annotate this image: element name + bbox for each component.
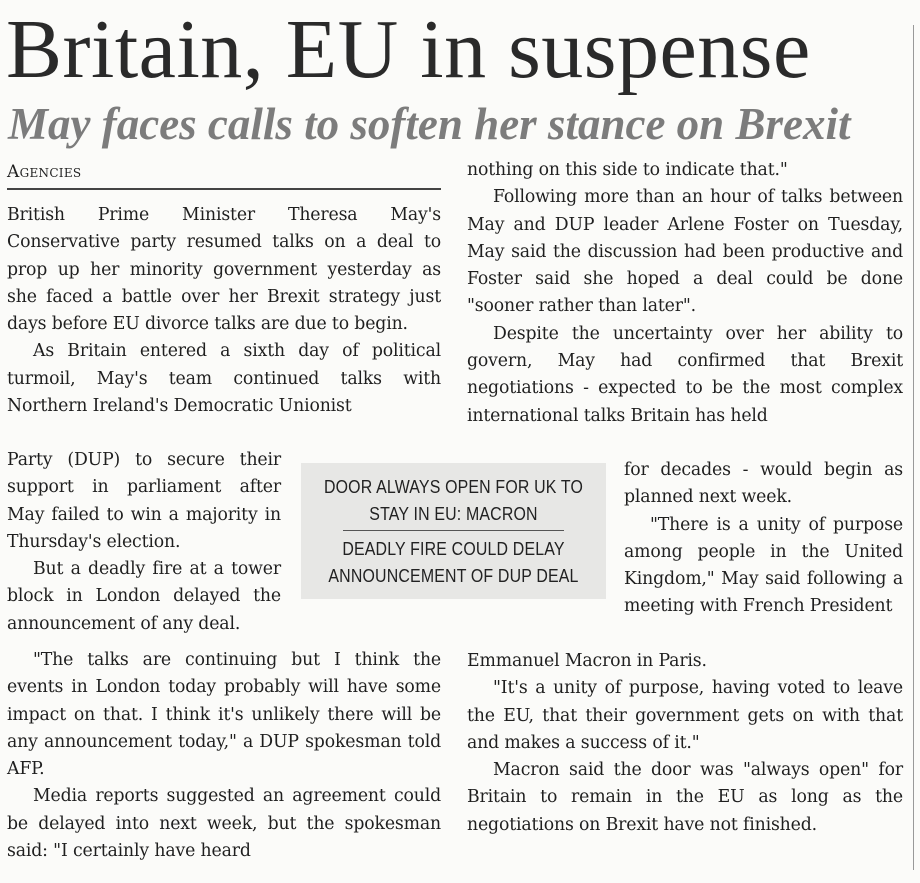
- paragraph: But a deadly fire at a tower block in London delayed the announcement of any deal.: [7, 559, 281, 634]
- left-column-top: [7, 202, 441, 420]
- paragraph: British Prime Minister Theresa May's Conservative party resumed talks on a deal to prop up her minority government yesterday as she faced a battle over her Brexit strategy just days before EU divorce talks are due to begin.: [7, 205, 441, 335]
- paragraph: nothing on this side to indicate that.": [467, 160, 788, 180]
- paragraph: Macron said the door was "always open" for Britain to remain in the EU as long as the negotiations on Brexit have not finished.: [467, 760, 903, 835]
- paragraph: As Britain entered a sixth day of political turmoil, May's team continued talks with Northern Ireland's Democratic Unionist: [7, 341, 441, 417]
- pull-quote-divider: [343, 530, 564, 531]
- left-column-bottom: [7, 647, 441, 865]
- right-column-top: [467, 157, 903, 430]
- headline: Britain, EU in suspense: [6, 3, 811, 96]
- paragraph: Party (DUP) to secure their support in parliament after May failed to win a majority in Thursday's election.: [7, 450, 281, 552]
- subheadline: May faces calls to soften her stance on Brexit: [8, 99, 851, 149]
- paragraph: Following more than an hour of talks between May and DUP leader Arlene Foster on Tuesday, May said the discussion had been productive and Foster said she hoped a deal could be done "sooner rather than later".: [467, 187, 903, 317]
- pull-quote-line: DOOR ALWAYS OPEN FOR UK TO: [323, 476, 584, 497]
- right-edge-rule: [913, 25, 914, 870]
- paragraph: "There is a unity of purpose among people in the United Kingdom," May said following a meeting with French President: [624, 514, 903, 617]
- paragraph: for decades - would begin as planned next week.: [624, 460, 903, 508]
- pull-quote-line: ANNOUNCEMENT OF DUP DEAL: [328, 565, 579, 586]
- paragraph: Media reports suggested an agreement could be delayed into next week, but the spokesman said: "I certainly have heard: [7, 786, 441, 862]
- paragraph: "It's a unity of purpose, having voted to leave the EU, that their government gets on with that and makes a success of it.": [467, 678, 903, 753]
- pull-quote-box: [301, 463, 606, 599]
- pull-quote-line: DEADLY FIRE COULD DELAY: [342, 538, 565, 559]
- paragraph: Despite the uncertainty over her ability to govern, May had confirmed that Brexit negotiations - expected to be the most complex international talks Britain has held: [467, 323, 903, 426]
- paragraph: Emmanuel Macron in Paris.: [467, 651, 707, 671]
- paragraph: "The talks are continuing but I think the events in London today probably will have some impact on that. I think it's unlikely there will be any announcement today," a DUP spokesman told AFP.: [7, 650, 441, 780]
- left-column-wrap: [7, 447, 281, 638]
- byline: Agencies: [7, 162, 82, 182]
- right-column-wrap: [624, 457, 903, 621]
- pull-quote-line: STAY IN EU: MACRON: [369, 503, 538, 524]
- byline-rule: [7, 188, 441, 190]
- right-column-bottom: [467, 648, 903, 839]
